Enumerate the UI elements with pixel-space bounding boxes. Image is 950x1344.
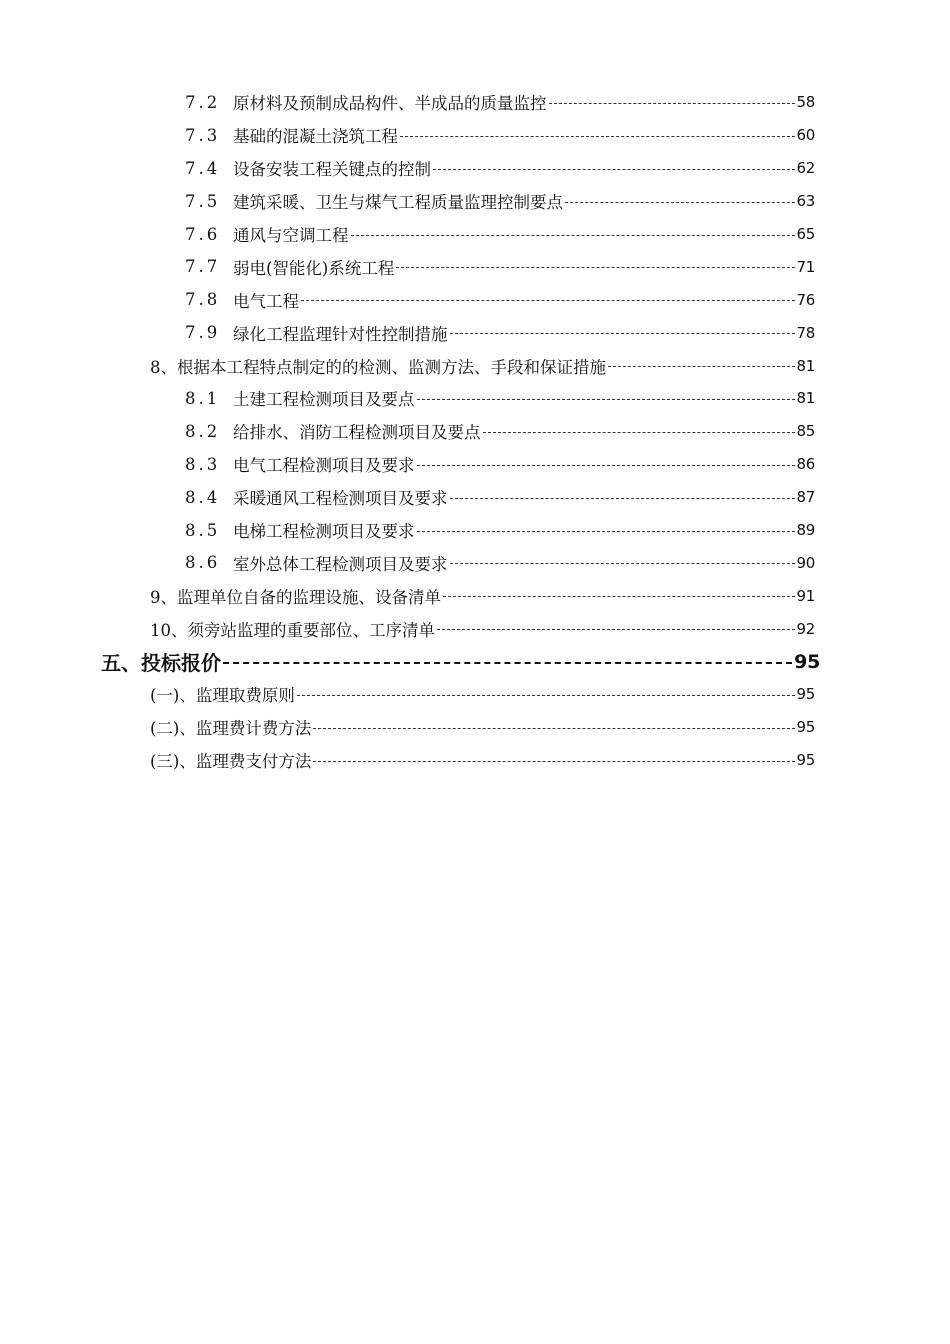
toc-entry-7-8[interactable] — [0, 283, 815, 316]
dot-leader — [417, 531, 795, 532]
toc-entry-8[interactable] — [0, 349, 815, 382]
toc-number: 7.5 — [185, 191, 221, 211]
dot-leader — [400, 136, 795, 137]
toc-title: 采暖通风工程检测项目及要求 — [233, 489, 448, 509]
toc-page-number: 95 — [796, 751, 815, 770]
toc-title: 9、监理单位自备的监理设施、设备清单 — [150, 587, 441, 607]
dot-leader — [443, 596, 795, 597]
toc-section-title: 五、投标报价 — [101, 651, 221, 676]
toc-title: 弱电(智能化)系统工程 — [233, 258, 395, 278]
toc-title: 绿化工程监理针对性控制措施 — [233, 324, 448, 344]
toc-page-number: 78 — [796, 323, 815, 342]
toc-page-number: 86 — [796, 455, 815, 474]
dot-leader — [313, 728, 794, 729]
toc-number: 7.8 — [185, 290, 221, 310]
dot-leader — [417, 465, 795, 466]
toc-page-number: 85 — [796, 422, 815, 441]
toc-title: 10、须旁站监理的重要部位、工序清单 — [150, 620, 435, 640]
toc-page-number: 58 — [796, 93, 815, 112]
toc-number: 7.7 — [185, 257, 221, 277]
toc-entry-8-4[interactable] — [0, 481, 815, 514]
toc-entry-7-5[interactable] — [0, 185, 815, 218]
dot-leader — [437, 629, 795, 630]
toc-page-number: 76 — [796, 290, 815, 309]
toc-number: 8.2 — [185, 421, 221, 441]
dot-leader — [351, 235, 795, 236]
dot-leader — [549, 103, 795, 104]
dot-leader — [433, 169, 795, 170]
toc-title: 原材料及预制成品构件、半成品的质量监控 — [233, 94, 547, 114]
dot-leader — [313, 761, 794, 762]
toc-page-number: 92 — [796, 619, 815, 638]
toc-entry-8-3[interactable] — [0, 448, 815, 481]
toc-entry-7-3[interactable] — [0, 119, 815, 152]
toc-page-number: 60 — [796, 126, 815, 145]
toc-title: 给排水、消防工程检测项目及要点 — [233, 423, 481, 443]
toc-number: 7.9 — [185, 323, 221, 343]
toc-page-number: 95 — [796, 685, 815, 704]
toc-title: 通风与空调工程 — [233, 226, 349, 245]
dot-leader — [483, 432, 795, 433]
toc-entry-5-1[interactable] — [0, 678, 815, 711]
toc-title: 基础的混凝土浇筑工程 — [233, 127, 398, 147]
toc-number: 8.6 — [185, 553, 221, 573]
toc-page-number: 62 — [796, 159, 815, 178]
toc-title: (一)、监理取费原则 — [150, 686, 295, 706]
toc-section-5[interactable] — [0, 645, 820, 678]
toc-number: 8.5 — [185, 520, 221, 540]
toc-page-number: 87 — [796, 488, 815, 507]
toc-number: 8.4 — [185, 487, 221, 507]
toc-title: (二)、监理费计费方法 — [150, 719, 312, 739]
toc-page-number: 95 — [794, 650, 820, 673]
toc-title: 室外总体工程检测项目及要求 — [233, 554, 448, 574]
toc-page-number: 65 — [796, 225, 815, 243]
toc-page-number: 90 — [796, 553, 815, 572]
toc-entry-9[interactable] — [0, 579, 815, 612]
toc-entry-8-6[interactable] — [0, 546, 815, 579]
toc-title: 建筑采暖、卫生与煤气工程质量监理控制要点 — [233, 193, 563, 213]
toc-number: 7.3 — [185, 125, 221, 145]
toc-entry-8-2[interactable] — [0, 415, 815, 448]
toc-entry-8-1[interactable] — [0, 382, 815, 415]
dot-leader — [223, 662, 792, 664]
toc-number: 7.2 — [185, 92, 221, 112]
toc-title: 电梯工程检测项目及要求 — [233, 522, 415, 542]
toc-entry-7-2[interactable] — [0, 86, 815, 119]
toc-entry-10[interactable] — [0, 612, 815, 645]
dot-leader — [396, 267, 794, 268]
toc-number: 8.1 — [185, 388, 221, 408]
toc-title: 电气工程 — [233, 291, 299, 311]
toc-title: 设备安装工程关键点的控制 — [233, 160, 431, 180]
toc-title: 8、根据本工程特点制定的的检测、监测方法、手段和保证措施 — [150, 357, 606, 377]
toc-number: 7.4 — [185, 158, 221, 178]
toc-entry-7-7[interactable] — [0, 250, 815, 283]
toc-title: (三)、监理费支付方法 — [150, 752, 312, 772]
toc-title: 土建工程检测项目及要点 — [233, 390, 415, 410]
toc-number: 7.6 — [185, 224, 221, 244]
toc-page-number: 71 — [796, 257, 815, 276]
toc-page-number: 81 — [796, 389, 815, 408]
toc-page-number: 95 — [796, 718, 815, 737]
dot-leader — [450, 498, 795, 499]
toc-entry-7-4[interactable] — [0, 152, 815, 185]
toc-title: 电气工程检测项目及要求 — [233, 456, 415, 476]
dot-leader — [450, 563, 795, 564]
toc-entry-5-2[interactable] — [0, 711, 815, 744]
dot-leader — [608, 366, 795, 367]
dot-leader — [297, 695, 795, 696]
dot-leader — [450, 333, 795, 334]
toc-entry-5-3[interactable] — [0, 744, 815, 777]
toc-page-number: 91 — [796, 586, 815, 605]
toc-page-number: 81 — [796, 356, 815, 375]
toc-entry-7-9[interactable] — [0, 316, 815, 349]
toc-page-number: 63 — [796, 192, 815, 211]
toc-entry-8-5[interactable] — [0, 514, 815, 547]
table-of-contents — [0, 86, 950, 777]
toc-entry-7-6[interactable] — [0, 218, 815, 251]
dot-leader — [417, 399, 795, 400]
dot-leader — [301, 300, 795, 301]
toc-number: 8.3 — [185, 454, 221, 474]
toc-page-number: 89 — [796, 521, 815, 540]
dot-leader — [565, 202, 795, 203]
